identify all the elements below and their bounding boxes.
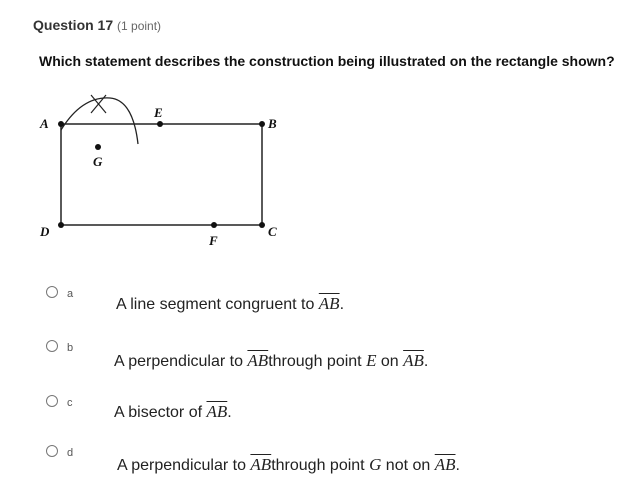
choice-c-letter: c [67, 397, 73, 409]
choice-d[interactable] [0, 444, 637, 474]
choice-a-text: A line segment congruent to $\overline{AB}$. [116, 294, 345, 313]
question-points: (1 point) [117, 19, 162, 33]
segment-ab-notation: $\overline{AB}$ [434, 455, 456, 474]
label-d: D [40, 224, 50, 239]
segment-ab-notation: $\overline{AB}$ [318, 294, 340, 313]
choice-d-letter: d [67, 447, 74, 459]
choice-c-text: A bisector of $\overline{AB}$. [114, 402, 232, 421]
choice-a-letter: a [67, 288, 74, 300]
segment-ab-notation: $\overline{AB}$ [250, 455, 272, 474]
segment-ab-notation: $\overline{AB}$ [403, 351, 424, 370]
choice-a[interactable] [0, 285, 637, 315]
label-g: G [93, 154, 103, 169]
point-e-notation: E [366, 351, 377, 370]
point-g-notation: G [369, 455, 382, 474]
label-c: C [268, 224, 277, 239]
radio-d[interactable] [46, 445, 58, 457]
label-f: F [209, 233, 218, 248]
question-header [33, 17, 161, 33]
point-b [259, 121, 265, 127]
point-c [259, 222, 265, 228]
rectangle-construction-figure [30, 86, 290, 256]
choice-b-letter: b [67, 342, 74, 354]
radio-c[interactable] [46, 395, 58, 407]
choice-d-text: A perpendicular to $\overline{AB}through$ point G not on $\overline{AB}$. [117, 455, 460, 474]
label-e: E [154, 105, 163, 120]
point-e [157, 121, 163, 127]
point-f [211, 222, 217, 228]
label-b: B [268, 116, 277, 131]
radio-b[interactable] [46, 340, 58, 352]
segment-ab-notation: $\overline{AB}$ [247, 351, 269, 370]
point-a [58, 121, 64, 127]
point-g [95, 144, 101, 150]
choice-b-text: A perpendicular to $\overline{AB}through$ point E on $\overline{AB}$. [114, 351, 429, 370]
segment-ab-notation: $\overline{AB}$ [206, 402, 228, 421]
question-stem: Which statement describes the construction being illustrated on the rectangle shown? [39, 53, 615, 69]
choice-c[interactable] [0, 394, 637, 424]
label-a: A [40, 116, 49, 131]
radio-a[interactable] [46, 286, 58, 298]
point-d [58, 222, 64, 228]
choice-b[interactable] [0, 339, 637, 369]
question-number: Question 17 [33, 17, 114, 33]
